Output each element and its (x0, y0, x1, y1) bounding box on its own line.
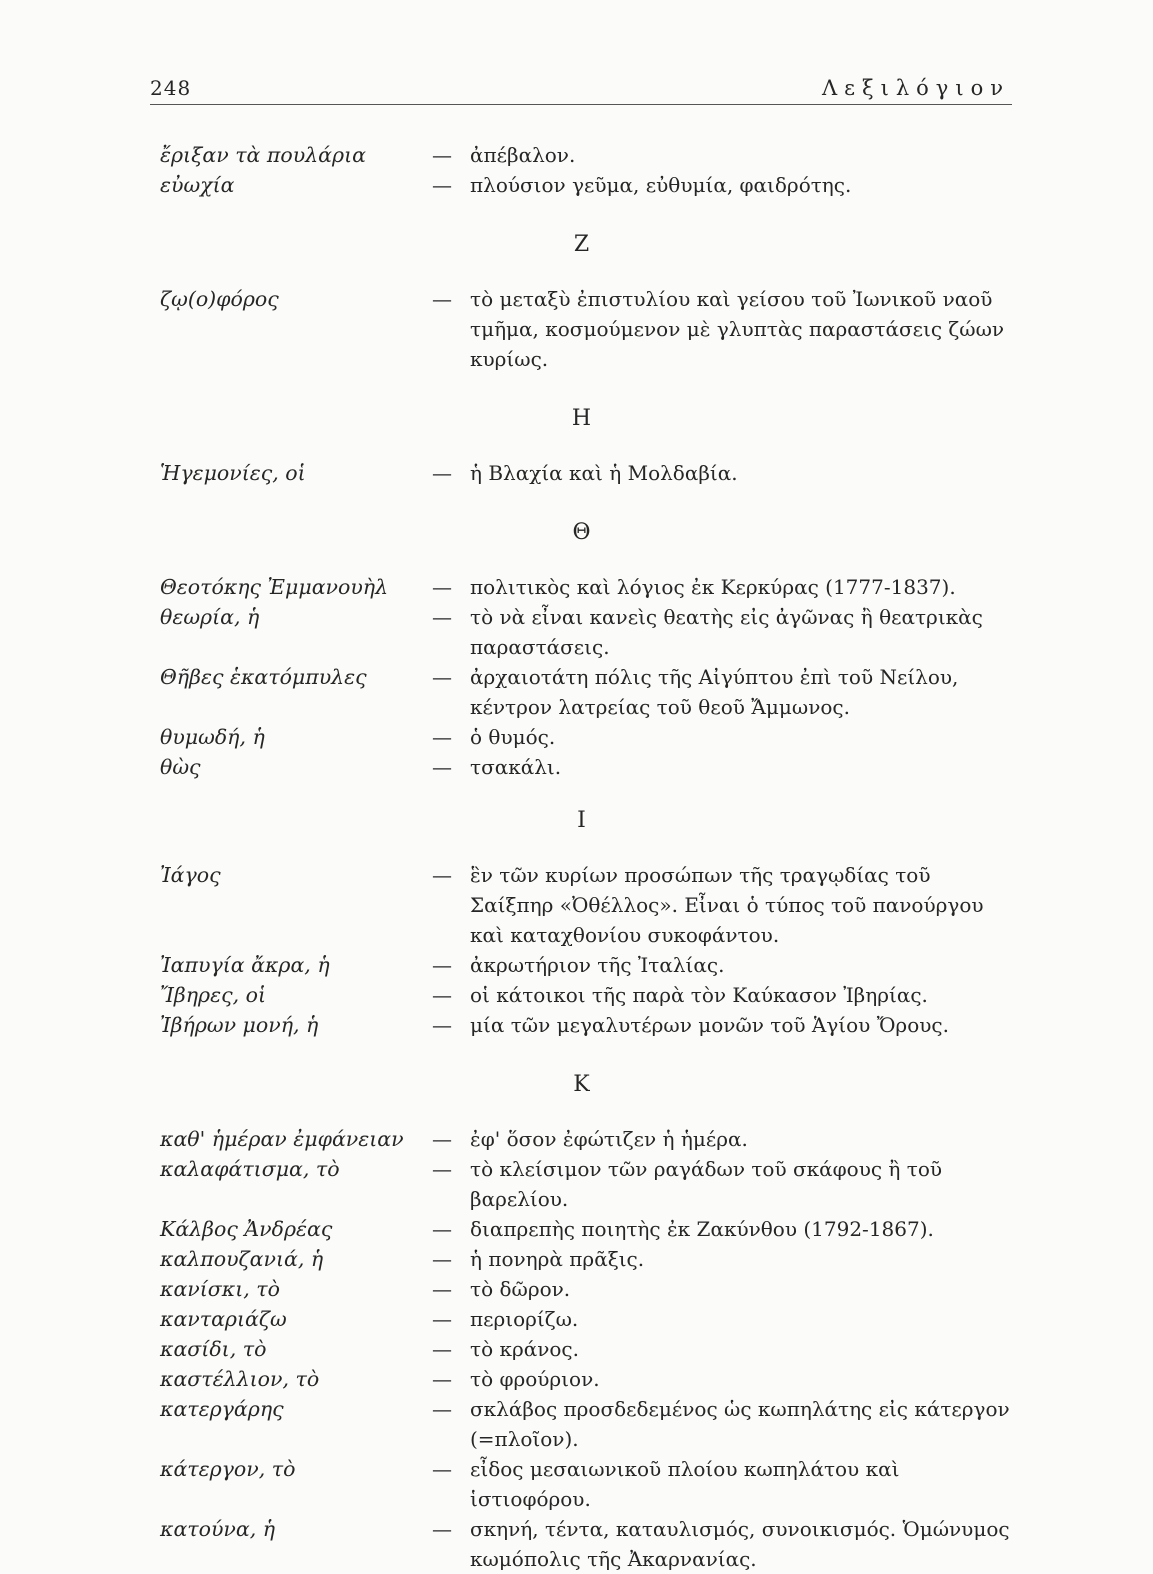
glossary-entry (0, 284, 1153, 374)
entry-dash: — (432, 755, 452, 779)
entry-definition: μία τῶν μεγαλυτέρων μονῶν τοῦ Ἁγίου Ὄρους. (470, 1013, 949, 1037)
entry-definition: ὁ θυμός. (470, 725, 556, 749)
entry-dash: — (432, 1277, 452, 1301)
entry-term: θυμωδή, ἡ (160, 725, 265, 749)
entry-dash: — (432, 575, 452, 599)
page-number: 248 (150, 76, 192, 100)
section-letter: Κ (573, 1072, 590, 1097)
entry-definition: εἶδος μεσαιωνικοῦ πλοίου κωπηλάτου καὶ ἱστιοφόρου. (470, 1457, 900, 1511)
glossary-entry (0, 1514, 1153, 1574)
entry-dash: — (432, 983, 452, 1007)
entry-dash: — (432, 863, 452, 887)
entry-term: κατούνα, ἡ (160, 1517, 276, 1541)
glossary-entry (0, 1274, 1153, 1304)
entry-term: καστέλλιον, τὸ (160, 1367, 320, 1391)
glossary-entry (0, 1214, 1153, 1244)
entry-term: εὐωχία (160, 173, 235, 197)
entry-definition: περιορίζω. (470, 1307, 579, 1331)
glossary-entry (0, 458, 1153, 488)
entry-dash: — (432, 1127, 452, 1151)
entry-term: θεωρία, ἡ (160, 605, 260, 629)
running-title: Λεξιλόγιον (822, 76, 1010, 100)
entry-definition: τὸ νὰ εἶναι κανεὶς θεατὴς εἰς ἀγῶνας ἢ θεατρικὰς παραστάσεις. (470, 605, 983, 659)
glossary-entry (0, 1394, 1153, 1454)
entry-definition: πλούσιον γεῦμα, εὐθυμία, φαιδρότης. (470, 173, 852, 197)
entry-dash: — (432, 1337, 452, 1361)
entry-definition: πολιτικὸς καὶ λόγιος ἐκ Κερκύρας (1777-1837). (470, 575, 956, 599)
glossary-entry (0, 1304, 1153, 1334)
entry-term: Κάλβος Ἀνδρέας (160, 1217, 333, 1241)
entry-definition: οἱ κάτοικοι τῆς παρὰ τὸν Καύκασον Ἰβηρίας. (470, 983, 928, 1007)
entry-definition: ἡ πονηρὰ πρᾶξις. (470, 1247, 645, 1271)
section-letter: Ι (577, 808, 586, 833)
glossary-entry (0, 1454, 1153, 1514)
glossary-entry (0, 170, 1153, 200)
entry-dash: — (432, 173, 452, 197)
glossary-entry (0, 722, 1153, 752)
entry-term: Θεοτόκης Ἐμμανουὴλ (160, 575, 389, 599)
entry-dash: — (432, 461, 452, 485)
entry-definition: ἓν τῶν κυρίων προσώπων τῆς τραγῳδίας τοῦ Σαίξπηρ «Ὀθέλλος». Εἶναι ὁ τύπος τοῦ πανούργου καὶ καταχθονίου συκοφάντου. (470, 863, 984, 947)
entry-term: Θῆβες ἑκατόμπυλες (160, 665, 367, 689)
glossary-entry (0, 1010, 1153, 1040)
entry-term: κάτεργον, τὸ (160, 1457, 296, 1481)
entry-term: ἔριξαν τὰ πουλάρια (160, 143, 366, 167)
entry-term: Ἰάγος (160, 863, 221, 887)
entry-term: κατεργάρης (160, 1397, 284, 1421)
entry-definition: σκηνή, τέντα, καταυλισμός, συνοικισμός. Ὁμώνυμος κωμόπολις τῆς Ἀκαρνανίας. (470, 1517, 1010, 1571)
glossary-entry (0, 860, 1153, 950)
glossary-entry (0, 602, 1153, 662)
entry-definition: τὸ κράνος. (470, 1337, 579, 1361)
section-letter: Η (571, 406, 592, 431)
glossary-entry (0, 1334, 1153, 1364)
entry-dash: — (432, 953, 452, 977)
entry-dash: — (432, 605, 452, 629)
entry-term: Ἡγεμονίες, οἱ (160, 461, 306, 485)
entry-term: κανίσκι, τὸ (160, 1277, 280, 1301)
entry-definition: τσακάλι. (470, 755, 562, 779)
entry-definition: τὸ φρούριον. (470, 1367, 600, 1391)
glossary-entry (0, 980, 1153, 1010)
entry-definition: ἀπέβαλον. (470, 143, 576, 167)
page-header (150, 68, 1012, 105)
entry-definition: ἀκρωτήριον τῆς Ἰταλίας. (470, 953, 725, 977)
entry-definition: διαπρεπὴς ποιητὴς ἐκ Ζακύνθου (1792-1867). (470, 1217, 934, 1241)
glossary-entry (0, 662, 1153, 722)
entry-dash: — (432, 1247, 452, 1271)
entry-definition: ἐφ' ὅσον ἐφώτιζεν ἡ ἡμέρα. (470, 1127, 748, 1151)
section-letter: Θ (572, 520, 591, 545)
entry-term: ζῳ(ο)φόρος (160, 287, 279, 311)
section-letter: Ζ (573, 232, 590, 257)
entry-term: θὼς (160, 755, 201, 779)
entry-dash: — (432, 1013, 452, 1037)
glossary-entry (0, 1154, 1153, 1214)
glossary-entry (0, 1364, 1153, 1394)
glossary-entry (0, 950, 1153, 980)
entry-term: καθ' ἡμέραν ἐμφάνειαν (160, 1127, 404, 1151)
entry-term: κανταριάζω (160, 1307, 287, 1331)
entry-dash: — (432, 1157, 452, 1181)
entry-term: καλαφάτισμα, τὸ (160, 1157, 340, 1181)
entry-term: καλπουζανιά, ἡ (160, 1247, 324, 1271)
entry-definition: σκλάβος προσδεδεμένος ὡς κωπηλάτης εἰς κάτεργον (=πλοῖον). (470, 1397, 1010, 1451)
entry-term: Ἴβηρες, οἱ (160, 983, 267, 1007)
entry-definition: ἡ Βλαχία καὶ ἡ Μολδαβία. (470, 461, 738, 485)
entry-dash: — (432, 665, 452, 689)
entry-dash: — (432, 1307, 452, 1331)
entry-dash: — (432, 1517, 452, 1541)
glossary-entry (0, 140, 1153, 170)
glossary-entry (0, 572, 1153, 602)
entry-dash: — (432, 725, 452, 749)
entry-dash: — (432, 1217, 452, 1241)
entry-dash: — (432, 1397, 452, 1421)
glossary-entry (0, 1244, 1153, 1274)
glossary-entry (0, 752, 1153, 782)
entry-definition: τὸ δῶρον. (470, 1277, 571, 1301)
entry-definition: τὸ κλείσιμον τῶν ραγάδων τοῦ σκάφους ἢ τοῦ βαρελίου. (470, 1157, 943, 1211)
entry-term: κασίδι, τὸ (160, 1337, 267, 1361)
entry-dash: — (432, 1457, 452, 1481)
entry-term: Ἰαπυγία ἄκρα, ἡ (160, 953, 330, 977)
glossary-content (0, 140, 1153, 1574)
entry-definition: τὸ μεταξὺ ἐπιστυλίου καὶ γείσου τοῦ Ἰωνικοῦ ναοῦ τμῆμα, κοσμούμενον μὲ γλυπτὰς παραστάσεις ζώων κυρίως. (470, 287, 1005, 371)
entry-definition: ἀρχαιοτάτη πόλις τῆς Αἰγύπτου ἐπὶ τοῦ Νείλου, κέντρον λατρείας τοῦ θεοῦ Ἄμμωνος. (470, 665, 959, 719)
entry-dash: — (432, 287, 452, 311)
entry-term: Ἰβήρων μονή, ἡ (160, 1013, 319, 1037)
entry-dash: — (432, 143, 452, 167)
entry-dash: — (432, 1367, 452, 1391)
glossary-entry (0, 1124, 1153, 1154)
